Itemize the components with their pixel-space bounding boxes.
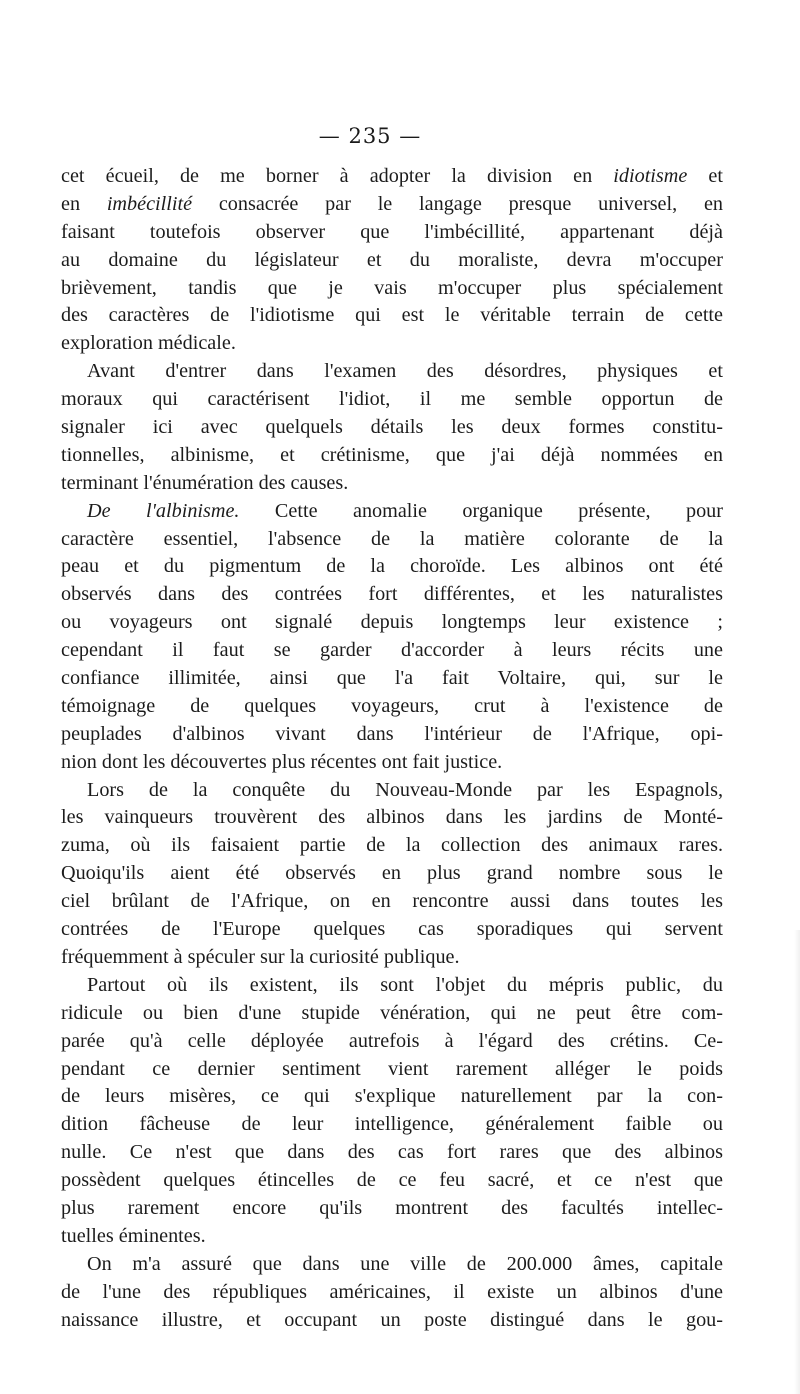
- text-line: [61, 414, 723, 442]
- text-fragment: en: [61, 192, 107, 215]
- text-fragment: de l'une des républiques américaines, il existe un albinos d'une: [61, 1280, 723, 1303]
- text-line: [61, 944, 723, 972]
- text-line: [61, 470, 723, 498]
- text-fragment: caractère essentiel, l'absence de la matière colorante de la: [61, 527, 723, 550]
- text-line: [61, 1223, 723, 1251]
- text-fragment: faisant toutefois observer que l'imbécillité, appartenant déjà: [61, 220, 723, 243]
- text-fragment: et: [687, 165, 723, 187]
- text-line: [61, 1167, 723, 1195]
- text-fragment: moraux qui caractérisent l'idiot, il me semble opportun de: [61, 388, 723, 411]
- text-fragment: tuelles éminentes.: [61, 1224, 206, 1247]
- text-fragment: pendant ce dernier sentiment vient rarement alléger le poids: [61, 1057, 723, 1080]
- text-fragment: témoignage de quelques voyageurs, crut à l'existence de: [61, 694, 723, 717]
- text-fragment: plus rarement encore qu'ils montrent des facultés intellec-: [61, 1196, 723, 1219]
- text-fragment: Lors de la conquête du Nouveau-Monde par les Espagnols,: [87, 778, 723, 801]
- text-line: [61, 247, 723, 275]
- page-edge-shadow: [794, 930, 800, 1394]
- text-line: [61, 860, 723, 888]
- text-fragment: signaler ici avec quelquels détails les deux formes constitu-: [61, 416, 723, 439]
- italic-term: idiotisme: [613, 165, 688, 187]
- text-line: [61, 358, 723, 386]
- text-fragment: ou voyageurs ont signalé depuis longtemps leur existence ;: [61, 611, 723, 634]
- text-line: [61, 972, 723, 1000]
- text-line: [61, 191, 723, 219]
- text-fragment: possèdent quelques étincelles de ce feu sacré, et ce n'est que: [61, 1169, 723, 1192]
- text-fragment: Partout où ils existent, ils sont l'objet du mépris public, du: [87, 973, 723, 996]
- text-line: [61, 1251, 723, 1279]
- text-fragment: On m'a assuré que dans une ville de 200.000 âmes, capitale: [87, 1252, 723, 1275]
- text-line: [61, 1111, 723, 1139]
- italic-term: De l'albinisme.: [87, 499, 240, 522]
- text-fragment: les vainqueurs trouvèrent des albinos dans les jardins de Monté-: [61, 806, 723, 829]
- text-line: [61, 1279, 723, 1307]
- text-line: [61, 1083, 723, 1111]
- text-line: [61, 916, 723, 944]
- text-fragment: ridicule ou bien d'une stupide vénération, qui ne peut être com-: [61, 1001, 723, 1024]
- text-line: [61, 609, 723, 637]
- text-line: [61, 330, 723, 358]
- text-line: [61, 553, 723, 581]
- text-fragment: de leurs misères, ce qui s'explique naturellement par la con-: [61, 1085, 723, 1108]
- text-fragment: peuplades d'albinos vivant dans l'intérieur de l'Afrique, opi-: [61, 722, 723, 745]
- text-line: [61, 302, 723, 330]
- text-fragment: exploration médicale.: [61, 332, 236, 355]
- text-fragment: des caractères de l'idiotisme qui est le véritable terrain de cette: [61, 304, 723, 327]
- text-line: [61, 442, 723, 470]
- text-fragment: au domaine du législateur et du moraliste, devra m'occuper: [61, 248, 723, 271]
- text-line: [61, 832, 723, 860]
- text-fragment: consacrée par le langage presque universel, en: [192, 192, 723, 215]
- text-line: [61, 1056, 723, 1084]
- text-fragment: parée qu'à celle déployée autrefois à l'égard des crétins. Ce-: [61, 1029, 723, 1052]
- text-fragment: nulle. Ce n'est que dans des cas fort rares que des albinos: [61, 1141, 723, 1164]
- text-line: [61, 693, 723, 721]
- text-line: [61, 1139, 723, 1167]
- italic-term: imbécillité: [106, 192, 193, 215]
- text-line: [61, 275, 723, 303]
- text-fragment: peau et du pigmentum de la choroïde. Les albinos ont été: [61, 555, 723, 578]
- text-line: [61, 888, 723, 916]
- text-line: [61, 749, 723, 777]
- text-line: [61, 665, 723, 693]
- text-fragment: Cette anomalie organique présente, pour: [239, 499, 723, 522]
- text-fragment: brièvement, tandis que je vais m'occuper plus spécialement: [61, 276, 723, 299]
- text-line: [61, 581, 723, 609]
- text-fragment: confiance illimitée, ainsi que l'a fait Voltaire, qui, sur le: [61, 667, 723, 690]
- text-fragment: zuma, où ils faisaient partie de la collection des animaux rares.: [61, 834, 723, 857]
- text-fragment: cet écueil, de me borner à adopter la division en: [61, 165, 614, 187]
- text-fragment: terminant l'énumération des causes.: [61, 471, 349, 494]
- text-line: [61, 1028, 723, 1056]
- text-fragment: Avant d'entrer dans l'examen des désordres, physiques et: [87, 360, 723, 383]
- text-fragment: Quoiqu'ils aient été observés en plus grand nombre sous le: [61, 862, 723, 885]
- text-line: [61, 219, 723, 247]
- text-line: [61, 721, 723, 749]
- text-line: [61, 163, 723, 191]
- text-line: [61, 637, 723, 665]
- text-fragment: observés dans des contrées fort différentes, et les naturalistes: [61, 583, 723, 606]
- text-fragment: nion dont les découvertes plus récentes ont fait justice.: [61, 750, 503, 773]
- text-fragment: tionnelles, albinisme, et crétinisme, que j'ai déjà nommées en: [61, 443, 723, 466]
- body-text: [61, 163, 723, 1334]
- text-fragment: naissance illustre, et occupant un poste distingué dans le gou-: [61, 1308, 723, 1331]
- text-fragment: cependant il faut se garder d'accorder à leurs récits une: [61, 639, 723, 662]
- text-line: [61, 386, 723, 414]
- text-line: [61, 1195, 723, 1223]
- text-line: [61, 526, 723, 554]
- text-line: [61, 498, 723, 526]
- text-line: [61, 1000, 723, 1028]
- text-fragment: ciel brûlant de l'Afrique, on en rencontre aussi dans toutes les: [61, 890, 723, 913]
- text-line: [61, 1307, 723, 1335]
- text-fragment: fréquemment à spéculer sur la curiosité publique.: [61, 945, 460, 968]
- text-fragment: dition fâcheuse de leur intelligence, généralement faible ou: [61, 1113, 723, 1136]
- page-number: — 235 —: [318, 124, 422, 148]
- text-line: [61, 804, 723, 832]
- text-line: [61, 777, 723, 805]
- text-fragment: contrées de l'Europe quelques cas sporadiques qui servent: [61, 918, 723, 941]
